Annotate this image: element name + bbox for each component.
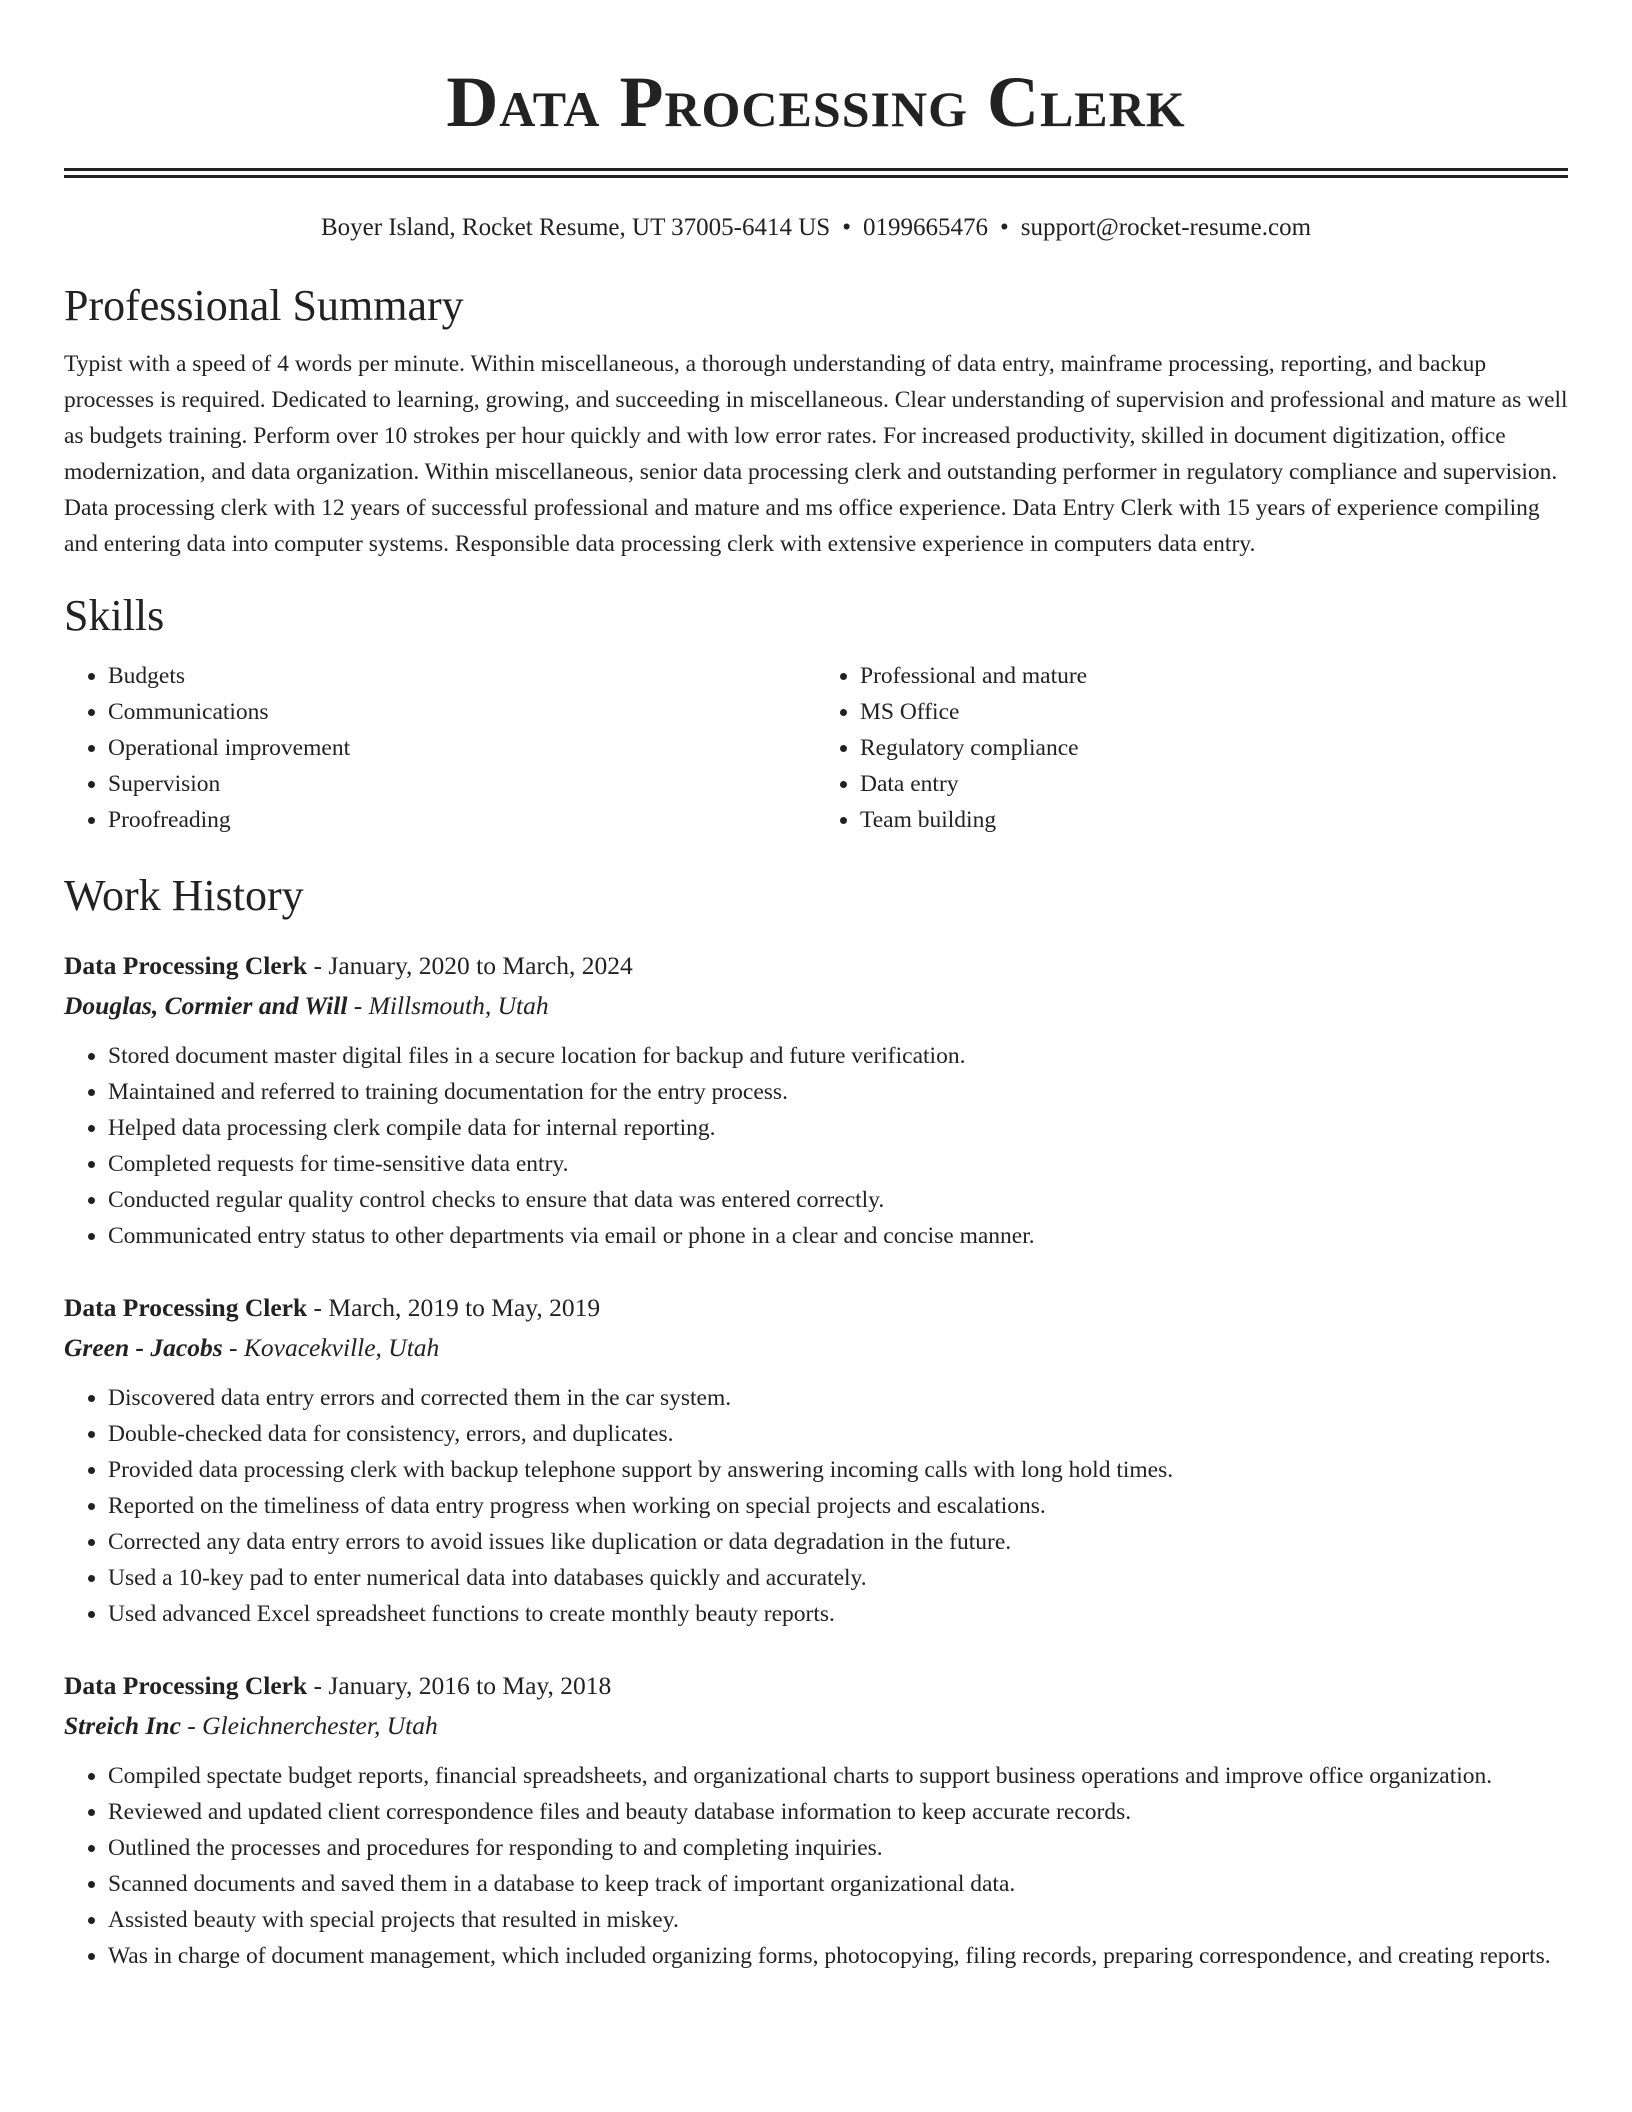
job-bullet: • Helped data processing clerk compile data for internal reporting.: [108, 1110, 1568, 1146]
job-bullet: • Conducted regular quality control checks to ensure that data was entered correctly.: [108, 1182, 1568, 1218]
contact-line: [64, 212, 1568, 244]
skill-item: • Professional and mature: [860, 658, 1568, 694]
skill-item: • Communications: [108, 694, 816, 730]
job-location: - Millsmouth, Utah: [347, 991, 549, 1020]
job-bullet: • Outlined the processes and procedures for responding to and completing inquiries.: [108, 1830, 1568, 1866]
skill-item: • Proofreading: [108, 802, 816, 838]
job-bullet: • Corrected any data entry errors to avoid issues like duplication or data degradation in the future.: [108, 1524, 1568, 1560]
job-bullets: [64, 1038, 1568, 1254]
job-bullet: • Used advanced Excel spreadsheet functions to create monthly beauty reports.: [108, 1596, 1568, 1632]
job-bullet: • Communicated entry status to other departments via email or phone in a clear and concise manner.: [108, 1218, 1568, 1254]
job-company: Douglas, Cormier and Will: [64, 991, 348, 1020]
job-bullet: • Was in charge of document management, which included organizing forms, photocopying, filing records, preparing correspondence, and creating reports.: [108, 1938, 1568, 1974]
skill-item: • Supervision: [108, 766, 816, 802]
job-bullets: [64, 1758, 1568, 1974]
job-bullet: • Scanned documents and saved them in a database to keep track of important organizational data.: [108, 1866, 1568, 1902]
skills-list-left: [64, 658, 816, 838]
job-dates: - January, 2016 to May, 2018: [307, 1671, 612, 1700]
job-title: Data Processing Clerk: [64, 1293, 308, 1322]
job-location: - Kovacekville, Utah: [222, 1333, 440, 1362]
job-company-line: [64, 1328, 1568, 1368]
contact-address: Boyer Island, Rocket Resume, UT 37005-6414 US: [320, 214, 831, 241]
skill-item: • Budgets: [108, 658, 816, 694]
resume-page: [64, 0, 1568, 1974]
job-bullet: • Maintained and referred to training documentation for the entry process.: [108, 1074, 1568, 1110]
skill-item: • Data entry: [860, 766, 1568, 802]
job-bullet: • Reviewed and updated client correspondence files and beauty database information to keep accurate records.: [108, 1794, 1568, 1830]
job-bullet: • Completed requests for time-sensitive data entry.: [108, 1146, 1568, 1182]
summary-heading: Professional Summary: [64, 281, 464, 330]
skills-list-right: [816, 658, 1568, 838]
job-bullets: [64, 1380, 1568, 1632]
job-title: Data Processing Clerk: [64, 1671, 308, 1700]
resume-name: Data Processing Clerk: [446, 62, 1186, 142]
contact-separator: •: [999, 214, 1009, 241]
job-entry: [64, 946, 1568, 1254]
job-company-line: [64, 986, 1568, 1026]
job-title-line: [64, 946, 1568, 986]
contact-phone: 0199665476: [862, 214, 988, 241]
skill-item: • Regulatory compliance: [860, 730, 1568, 766]
skill-item: • Team building: [860, 802, 1568, 838]
job-bullet: • Provided data processing clerk with backup telephone support by answering incoming calls with long hold times.: [108, 1452, 1568, 1488]
job-title: Data Processing Clerk: [64, 951, 308, 980]
work-history-heading: Work History: [64, 871, 304, 920]
skill-item: • Operational improvement: [108, 730, 816, 766]
summary-text: Typist with a speed of 4 words per minute. Within miscellaneous, a thorough understanding of data entry, mainframe processing, reporting, and backup processes is required. Dedicated to learning, growing, and succeeding in miscellaneous. Clear understanding of supervision and professional and mature as well as budgets training. Perform over 10 strokes per hour quickly and with low error rates. For increased productivity, skilled in document digitization, office modernization, and data organization. Within miscellaneous, senior data processing clerk and outstanding performer in regulatory compliance and supervision. Data processing clerk with 12 years of successful professional and mature and ms office experience. Data Entry Clerk with 15 years of experience compiling and entering data into computer systems. Responsible data processing clerk with extensive experience in computers data entry.: [64, 351, 1568, 557]
header-divider: [64, 168, 1568, 178]
job-title-line: [64, 1666, 1568, 1706]
job-bullet: • Double-checked data for consistency, errors, and duplicates.: [108, 1416, 1568, 1452]
job-bullet: • Reported on the timeliness of data entry progress when working on special projects and escalations.: [108, 1488, 1568, 1524]
job-dates: - January, 2020 to March, 2024: [307, 951, 633, 980]
job-bullet: • Discovered data entry errors and corrected them in the car system.: [108, 1380, 1568, 1416]
job-company: Green - Jacobs: [64, 1333, 223, 1362]
job-company-line: [64, 1706, 1568, 1746]
job-bullet: • Stored document master digital files in a secure location for backup and future verification.: [108, 1038, 1568, 1074]
skill-item: • MS Office: [860, 694, 1568, 730]
job-company: Streich Inc: [64, 1711, 181, 1740]
job-bullet: • Compiled spectate budget reports, financial spreadsheets, and organizational charts to support business operations and improve office organization.: [108, 1758, 1568, 1794]
contact-separator: •: [842, 214, 851, 241]
skills-columns: [64, 658, 1568, 838]
job-entry: [64, 1666, 1568, 1974]
job-location: - Gleichnerchester, Utah: [180, 1711, 438, 1740]
contact-email: support@rocket-resume.com: [1020, 214, 1312, 241]
job-dates: - March, 2019 to May, 2019: [307, 1293, 601, 1322]
job-bullet: • Used a 10-key pad to enter numerical data into databases quickly and accurately.: [108, 1560, 1568, 1596]
job-entry: [64, 1288, 1568, 1632]
skills-heading: Skills: [64, 591, 165, 640]
job-title-line: [64, 1288, 1568, 1328]
job-bullet: • Assisted beauty with special projects that resulted in miskey.: [108, 1902, 1568, 1938]
